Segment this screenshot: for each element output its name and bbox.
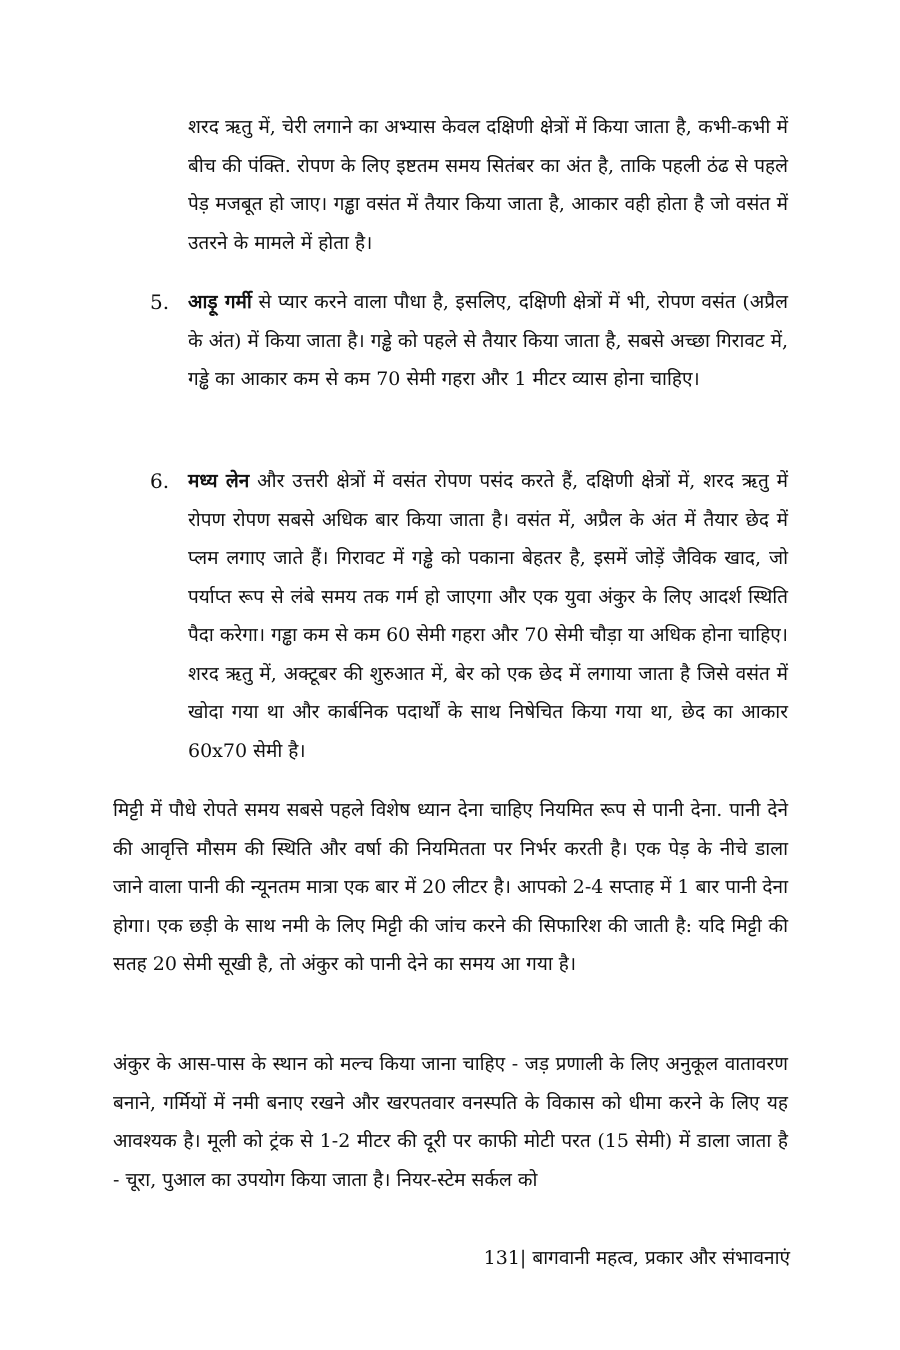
list-item-bold-lead: आड़ू गर्मी bbox=[188, 291, 252, 313]
list-item-text bbox=[188, 462, 788, 770]
page-number: 131 bbox=[483, 1247, 520, 1269]
paragraph-watering: मिट्टी में पौधे रोपते समय सबसे पहले विशेष ध्यान देना चाहिए नियमित रूप से पानी देना. पानी देने की आवृत्ति मौसम की स्थिति और वर्षा की नियमितता पर निर्भर करती है। एक पेड़ के नीचे डाला जाने वाला पानी की न्यूनतम मात्रा एक बार में 20 लीटर है। आपको 2-4 सप्ताह में 1 बार पानी देना होगा। एक छड़ी के साथ नमी के लिए मिट्टी की जांच करने की सिफारिश की जाती है: यदि मिट्टी की सतह 20 सेमी सूखी है, तो अंकुर को पानी देने का समय आ गया है। bbox=[113, 799, 788, 975]
paragraph-autumn-cherry: शरद ऋतु में, चेरी लगाने का अभ्यास केवल दक्षिणी क्षेत्रों में किया जाता है, कभी-कभी में बीच की पंक्ति. रोपण के लिए इष्टतम समय सितंबर का अंत है, ताकि पहली ठंढ से पहले पेड़ मजबूत हो जाए। गड्ढा वसंत में तैयार किया जाता है, आकार वही होता है जो वसंत में उतरने के मामले में होता है। bbox=[188, 116, 788, 254]
book-title: बागवानी महत्व, प्रकार और संभावनाएं bbox=[526, 1247, 790, 1269]
list-item-text bbox=[188, 283, 788, 399]
page-footer bbox=[484, 1244, 790, 1272]
list-item-bold-lead: मध्य लेन bbox=[188, 470, 250, 492]
list-item-body: से प्यार करने वाला पौधा है, इसलिए, दक्षिणी क्षेत्रों में भी, रोपण वसंत (अप्रैल के अंत) में किया जाता है। गड्ढे को पहले से तैयार किया जाता है, सबसे अच्छा गिरावट में, गड्ढे का आकार कम से कम 70 सेमी गहरा और 1 मीटर व्यास होना चाहिए। bbox=[188, 291, 788, 390]
footer-separator: | bbox=[519, 1247, 527, 1269]
list-item-body: और उत्तरी क्षेत्रों में वसंत रोपण पसंद करते हैं, दक्षिणी क्षेत्रों में, शरद ऋतु में रोपण रोपण सबसे अधिक बार किया जाता है। वसंत में, अप्रैल के अंत में तैयार छेद में प्लम लगाए जाते हैं। गिरावट में गड्ढे को पकाना बेहतर है, इसमें जोड़ें जैविक खाद, जो पर्याप्त रूप से लंबे समय तक गर्म हो जाएगा और एक युवा अंकुर के लिए आदर्श स्थिति पैदा करेगा। गड्ढा कम से कम 60 सेमी गहरा और 70 सेमी चौड़ा या अधिक होना चाहिए। शरद ऋतु में, अक्टूबर की शुरुआत में, बेर को एक छेद में लगाया जाता है जिसे वसंत में खोदा गया था और कार्बनिक पदार्थों के साथ निषेचित किया गया था, छेद का आकार 60x70 सेमी है। bbox=[188, 470, 788, 762]
list-number: 5. bbox=[150, 290, 170, 314]
list-number: 6. bbox=[150, 469, 170, 493]
paragraph-mulch: अंकुर के आस-पास के स्थान को मल्च किया जाना चाहिए - जड़ प्रणाली के लिए अनुकूल वातावरण बनाने, गर्मियों में नमी बनाए रखने और खरपतवार वनस्पति के विकास को धीमा करने के लिए यह आवश्यक है। मूली को ट्रंक से 1-2 मीटर की दूरी पर काफी मोटी परत (15 सेमी) में डाला जाता है - चूरा, पुआल का उपयोग किया जाता है। नियर-स्टेम सर्कल को bbox=[113, 1053, 788, 1191]
